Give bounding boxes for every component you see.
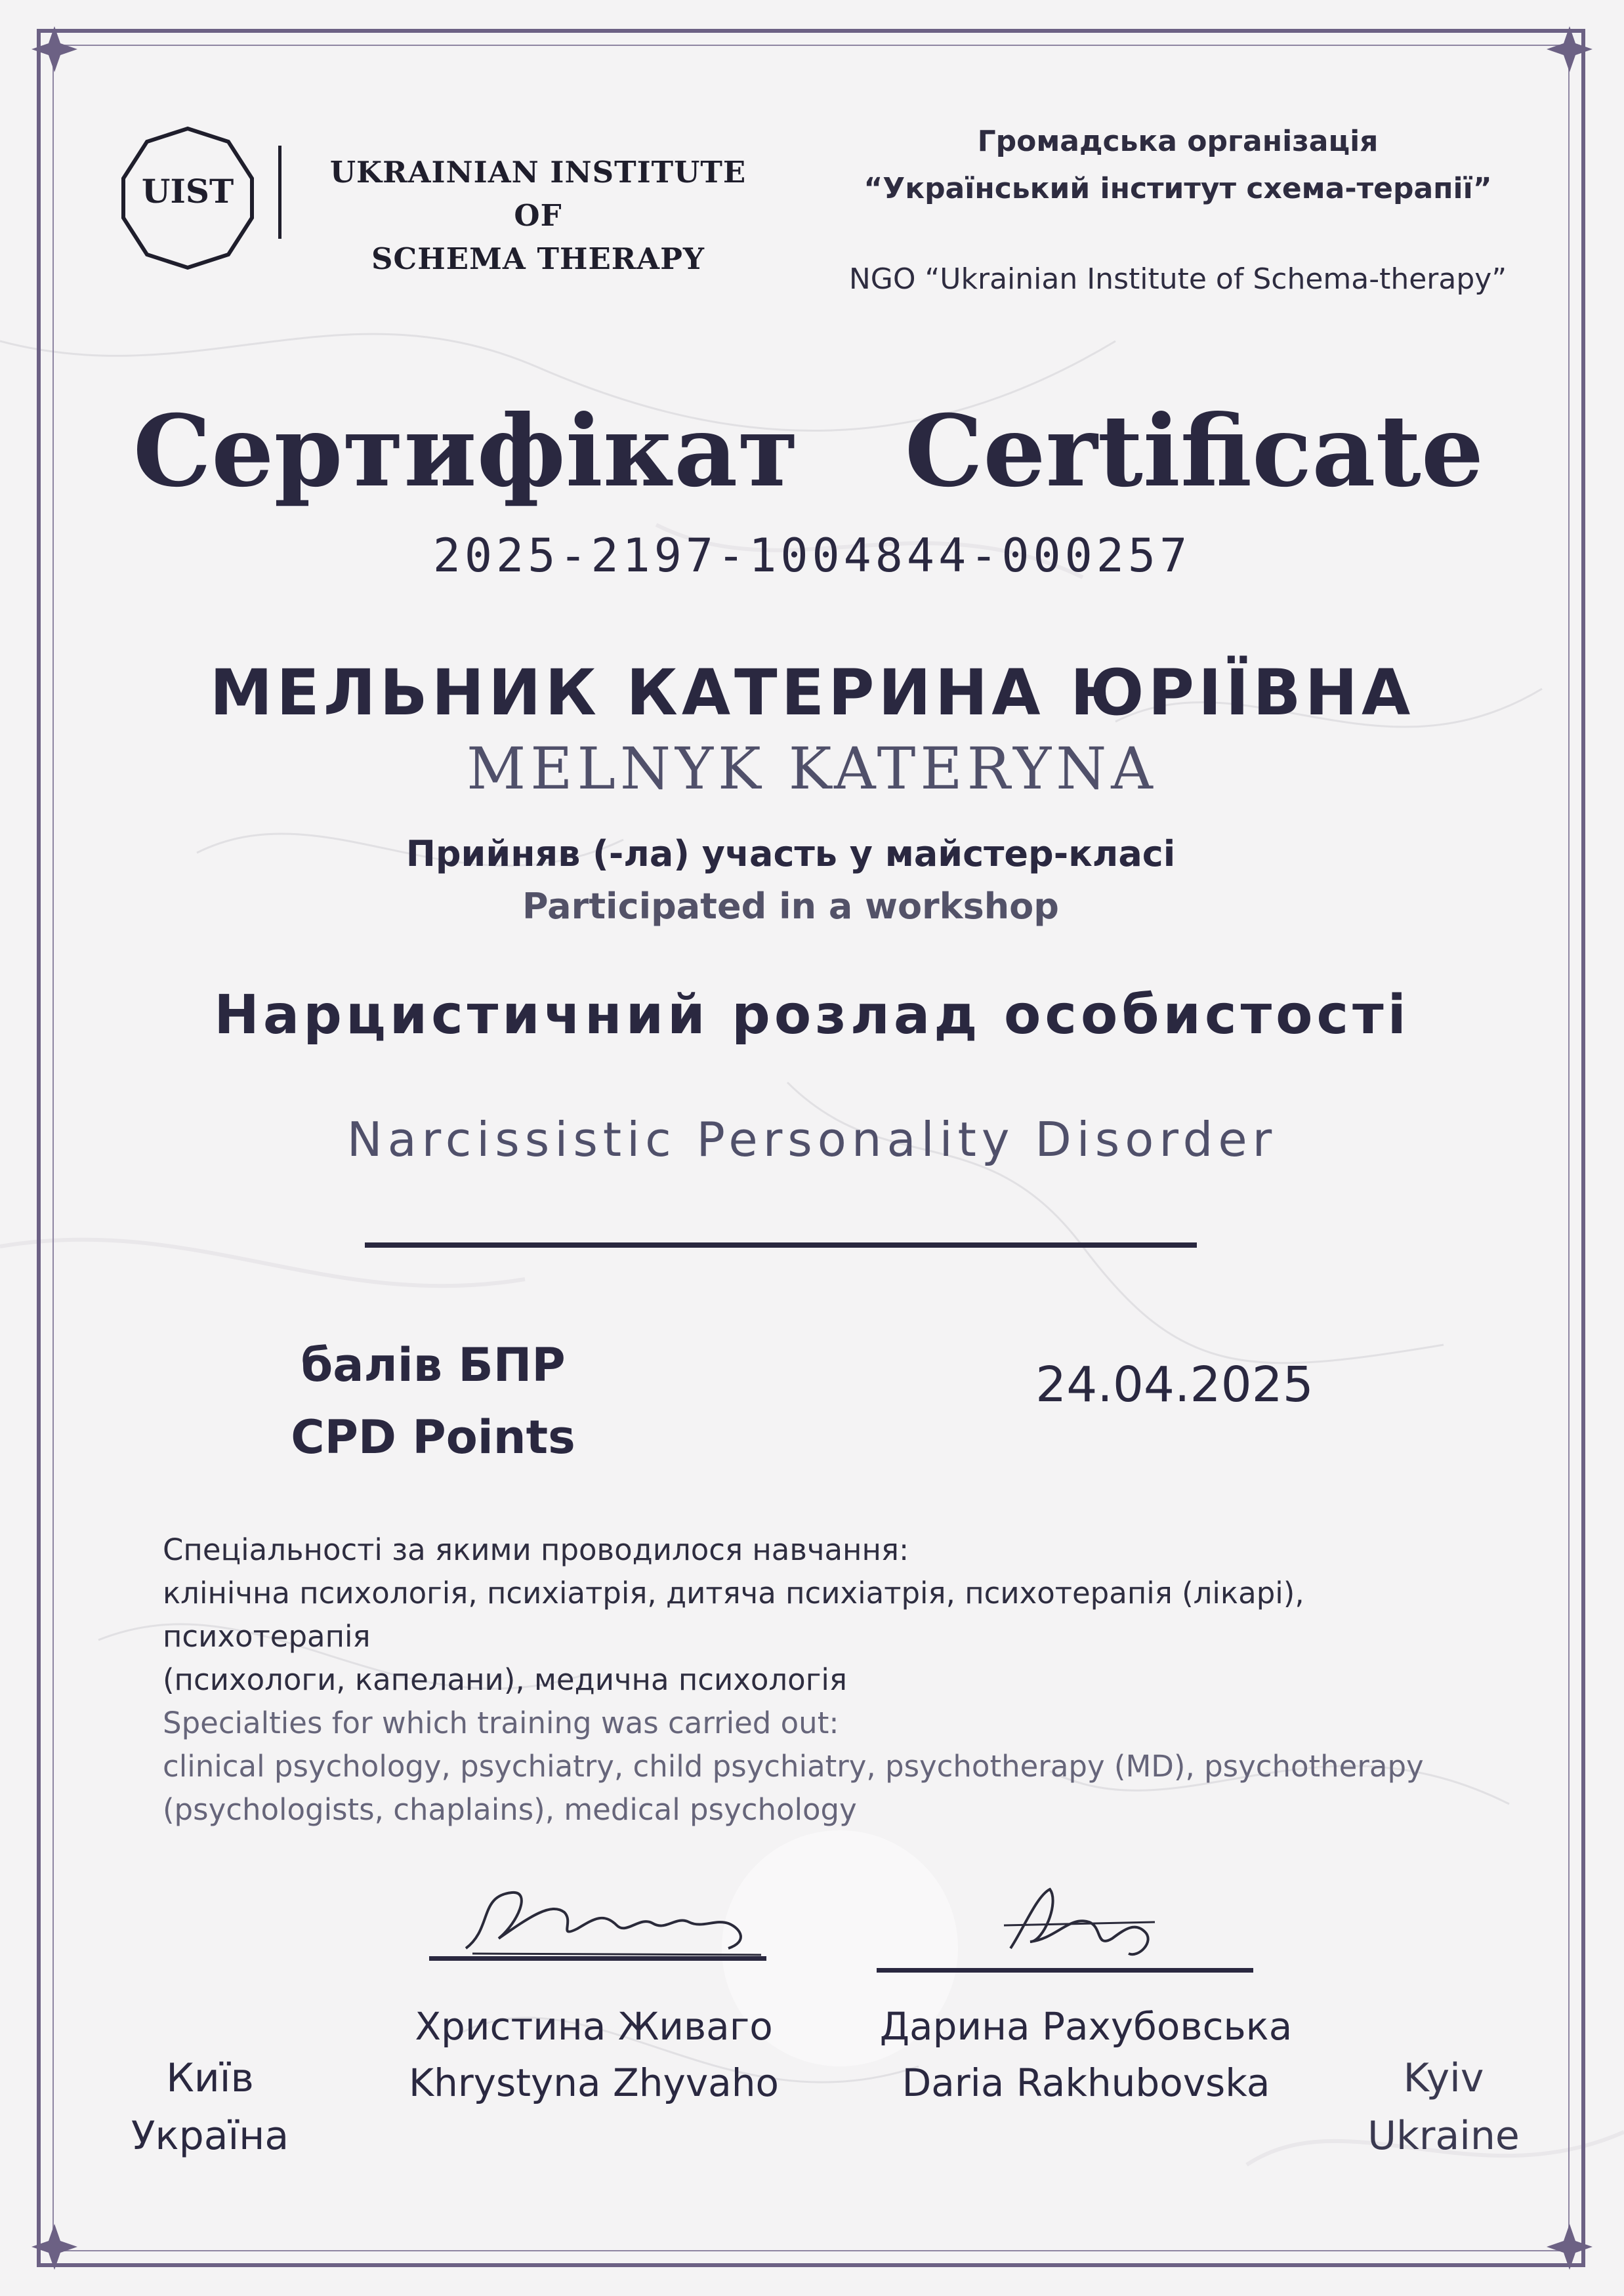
location-ukrainian [112, 2049, 308, 2165]
cpd-points-label-ukrainian: балів БПР [301, 1338, 566, 1392]
certificate-date: 24.04.2025 [1035, 1357, 1314, 1413]
ngo-ua-line2: “Український інститут схема-терапії” [864, 172, 1492, 205]
country-ukrainian: Україна [131, 2113, 289, 2159]
certificate-title-ukrainian: Сертифікат [133, 394, 799, 509]
ngo-name-english: NGO “Ukrainian Institute of Schema-therapy” [848, 262, 1507, 296]
specialties-ua-line1: клінічна психологія, психіатрія, дитяча психіатрія, психотерапія (лікарі), психотерапія [163, 1576, 1304, 1654]
recipient-name-english: MELNYK KATERYNA [467, 735, 1157, 802]
signature-zhyvaho [453, 1876, 768, 1961]
specialties-ua-line2: (психологи, капелани), медична психологія [163, 1662, 847, 1697]
specialties-en-line1: clinical psychology, psychiatry, child psychiatry, psychotherapy (MD), psychotherapy [163, 1749, 1424, 1784]
corner-ornament-bottom-right [1533, 2211, 1606, 2283]
recipient-name-ukrainian: МЕЛЬНИК КАТЕРИНА ЮРІЇВНА [209, 656, 1415, 729]
certificate-title-english: Certificate [904, 394, 1484, 509]
city-ukrainian: Київ [166, 2055, 254, 2101]
corner-ornament-bottom-left [18, 2211, 91, 2283]
signer-rakhubovska-name-ukrainian: Дарина Рахубовська [879, 2004, 1293, 2049]
signature-line-left [429, 1956, 766, 1961]
specialties-ukrainian [163, 1528, 1514, 1702]
signer-zhyvaho-name-ukrainian: Христина Живаго [415, 2004, 773, 2049]
country-english: Ukraine [1367, 2113, 1520, 2159]
specialties-en-heading: Specialties for which training was carried out: [163, 1706, 839, 1740]
participation-text-ukrainian: Прийняв (-ла) участь у майстер-класі [406, 833, 1176, 874]
cpd-points-label-english: CPD Points [291, 1410, 575, 1464]
signer-rakhubovska [860, 1998, 1312, 2111]
city-english: Kyiv [1403, 2055, 1484, 2101]
signature-rakhubovska [997, 1876, 1168, 1968]
signer-zhyvaho-name-english: Khrystyna Zhyvaho [409, 2060, 779, 2105]
section-divider [365, 1242, 1197, 1248]
signer-zhyvaho [394, 1998, 794, 2111]
location-english [1352, 2049, 1535, 2165]
participation-text-english: Participated in a workshop [522, 886, 1059, 927]
specialties-english [163, 1702, 1514, 1832]
workshop-title-english: Narcissistic Personality Disorder [346, 1112, 1278, 1167]
corner-ornament-top-right [1533, 13, 1606, 85]
logo-institute-name [302, 151, 774, 281]
logo-name-line2: SCHEMA THERAPY [371, 241, 705, 276]
workshop-title-ukrainian: Нарцистичний розлад особистості [214, 984, 1410, 1046]
ngo-name-ukrainian [807, 118, 1549, 213]
logo-divider [278, 146, 281, 239]
corner-ornament-top-left [18, 13, 91, 85]
ngo-ua-line1: Громадська організація [977, 125, 1379, 158]
signer-rakhubovska-name-english: Daria Rakhubovska [902, 2060, 1270, 2105]
specialties-en-line2: (psychologists, chaplains), medical psychology [163, 1792, 857, 1827]
logo-name-line1: UKRAINIAN INSTITUTE OF [329, 155, 747, 233]
logo-abbreviation: UIST [141, 172, 234, 211]
signature-line-right [877, 1968, 1253, 1973]
specialties-ua-heading: Спеціальності за якими проводилося навчання: [163, 1532, 909, 1567]
certificate-number: 2025-2197-1004844-000257 [432, 529, 1192, 583]
